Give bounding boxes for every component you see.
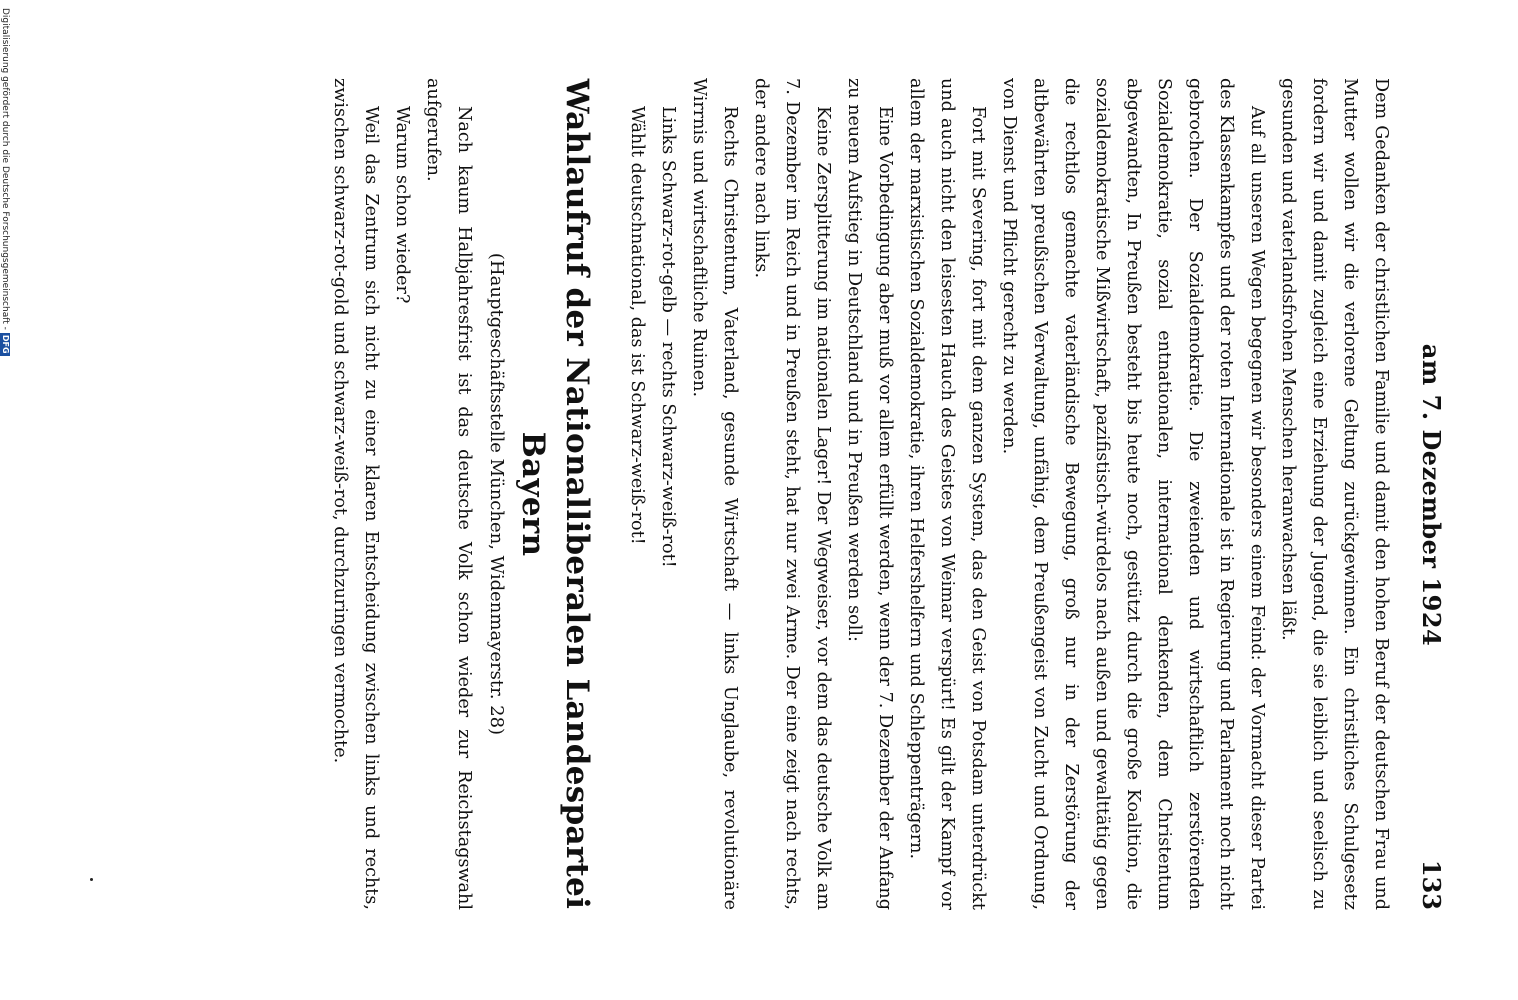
section-heading: Wahlaufruf der Nationalliberalen Landespartei Bayern: [515, 78, 595, 910]
body-paragraph: Eine Vorbedingung aber muß vor allem erfüllt werden, wenn der 7. Dezember der Anfang zu neuem Aufstieg in Deutschland und in Preußen werden soll:: [844, 78, 895, 910]
section-subheading: (Hauptgeschäftsstelle München, Widenmayerstr. 28): [486, 252, 507, 736]
body-paragraph: Fort mit Severing, fort mit dem ganzen System, das den Geist von Potsdam unterdrückt und auch nicht den leisesten Hauch des Geistes von Weimar verspürt! Es gilt der Kampf vor allem der marxistischen Sozialdemokratie, ihren Helfershelfern und Schleppenträgern.: [906, 78, 988, 910]
credit-text: Digitalisierung gefördert durch die Deutsche Forschungsgemeinschaft -: [0, 8, 10, 330]
body-paragraph: Rechts Christentum, Vaterland, gesunde Wirtschaft — links Unglaube, revolutionäre Wirrnis und wirtschaftliche Ruinen.: [689, 78, 740, 910]
section-paragraph: Warum schon wieder?: [392, 106, 412, 304]
running-header-title: am 7. Dezember 1924: [1417, 343, 1446, 647]
slogan-line: Wählt deutschnational, das ist Schwarz-weiß-rot!: [627, 106, 647, 545]
page-header: [1412, 80, 1446, 910]
digitization-credit: [0, 8, 10, 356]
slogan-line: Links Schwarz-rot-gelb — rechts Schwarz-weiß-rot!: [658, 106, 678, 568]
section-paragraph: Nach kaum Halbjahresfrist ist das deutsche Volk schon wieder zur Reichstagswahl aufgerufen.: [423, 78, 474, 910]
page-number: 133: [1417, 859, 1446, 910]
page-body: [324, 78, 1396, 910]
section-paragraph: Weil das Zentrum sich nicht zu einer klaren Entscheidung zwischen links und rechts, zwischen schwarz-rot-gold und schwarz-weiß-rot, durchzuringen vermochte.: [330, 78, 381, 910]
body-paragraph: Keine Zersplitterung im nationalen Lager! Der Wegweiser, vor dem das deutsche Volk am 7. Dezember im Reich und in Preußen steht, hat nur zwei Arme. Der eine zeigt nach rechts, der andere nach links.: [751, 78, 833, 910]
scan-speck: [90, 878, 93, 881]
dfg-logo: DFG: [1, 334, 10, 354]
body-paragraph: Auf all unseren Wegen begegnen wir besonders einem Feind: der Vormacht dieser Partei des Klassenkampfes und der roten Internationale ist in Regierung und Parlament noch nicht gebrochen. Der Sozialdemokratie. Die zweienden und wirtschaftlich zerstörenden Sozialdemokratie, sozial entnationalen, international denkenden, dem Christentum abgewandten, In Preußen besteht bis heute noch, gestützt durch die große Koalition, die sozialdemokratische Mißwirtschaft, pazifistisch-würdelos nach außen und gewalttätig gegen die rechtlos gemachte vaterländische Bewegung, groß nur in der Zerstörung der altbewährten preußischen Verwaltung, unfähig, dem Preußengeist von Zucht und Ordnung, von Dienst und Pflicht gerecht zu werden.: [999, 78, 1267, 910]
body-paragraph: Dem Gedanken der christlichen Familie und damit den hohen Beruf der deutschen Frau und Mutter wollen wir die verlorene Geltung zurückgewinnen. Ein christliches Schulgesetz fordern wir und damit zugleich eine Erziehung der Jugend, die sie leiblich und seelisch zu gesunden und vaterlandsfrohen Menschen heranwachsen läßt.: [1278, 78, 1391, 910]
